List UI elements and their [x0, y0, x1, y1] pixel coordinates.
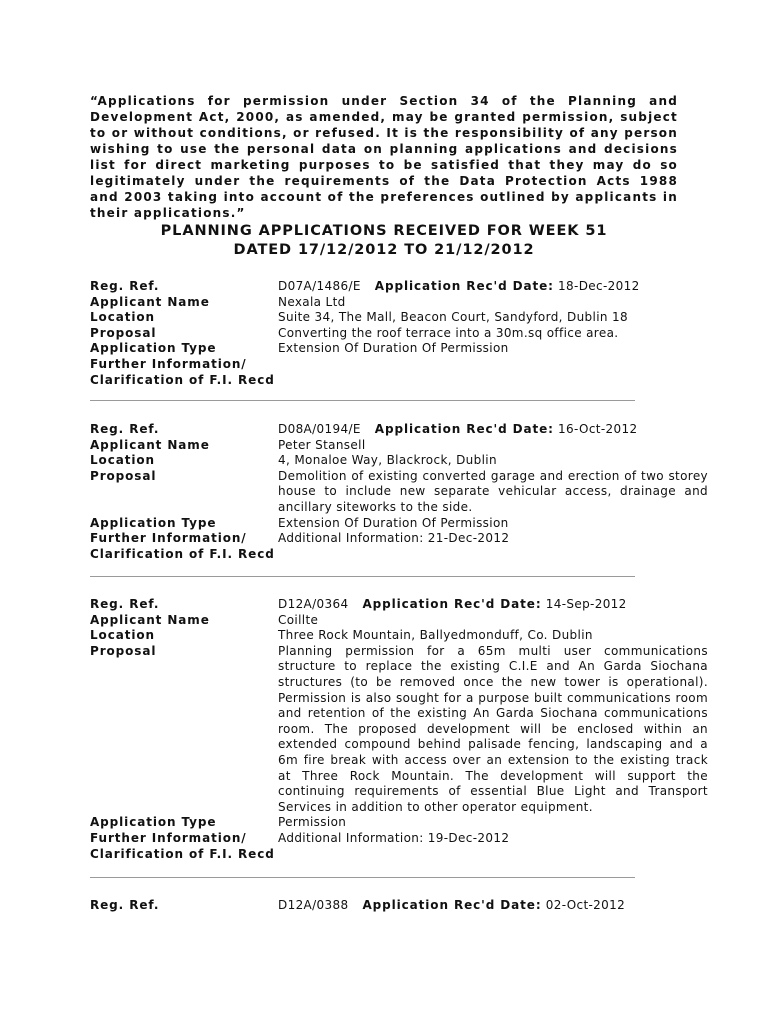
application-type-value: Extension Of Duration Of Permission: [278, 515, 509, 530]
application-entry: [90, 279, 708, 388]
applicant-value: Nexala Ltd: [278, 294, 346, 309]
received-date-label: Application Rec'd Date:: [374, 422, 554, 436]
application-type-label: Application Type: [90, 815, 217, 830]
application-entry: [90, 422, 708, 562]
reg-ref-value: D12A/0388: [278, 898, 349, 912]
location-label: Location: [90, 310, 155, 325]
proposal-value: Converting the roof terrace into a 30m.sq office area.: [278, 325, 619, 340]
clarification-row: [90, 847, 708, 863]
reg-ref-label: Reg. Ref.: [90, 597, 160, 611]
proposal-value: Demolition of existing converted garage and erection of two storey house to include new separate vehicular access, drainage and ancillary siteworks to the side.: [278, 468, 708, 514]
application-type-label: Application Type: [90, 341, 217, 356]
applicant-label: Applicant Name: [90, 612, 210, 627]
proposal-label: Proposal: [90, 325, 157, 340]
clarification-label: Clarification of F.I. Recd: [90, 546, 275, 561]
location-value: Three Rock Mountain, Ballyedmonduff, Co. Dublin: [278, 628, 593, 643]
clarification-label: Clarification of F.I. Recd: [90, 372, 275, 387]
application-entry: [90, 898, 708, 914]
separator-line: [90, 400, 635, 401]
received-date-value: 16-Oct-2012: [558, 422, 638, 436]
application-type-row: [90, 341, 708, 357]
applicant-label: Applicant Name: [90, 294, 210, 309]
location-value: Suite 34, The Mall, Beacon Court, Sandyford, Dublin 18: [278, 310, 628, 325]
applicant-row: [90, 613, 708, 629]
received-date-value: 02-Oct-2012: [545, 898, 626, 912]
further-info-row: [90, 531, 708, 547]
reg-ref-row: [90, 597, 708, 613]
applicant-label: Applicant Name: [90, 437, 210, 452]
clarification-row: [90, 373, 708, 389]
further-info-row: [90, 357, 708, 373]
location-row: [90, 453, 708, 469]
reg-ref-row: [90, 898, 708, 914]
location-label: Location: [90, 453, 155, 468]
location-row: [90, 310, 708, 326]
further-info-row: [90, 831, 708, 847]
proposal-label: Proposal: [90, 468, 157, 483]
application-entry: [90, 597, 708, 862]
further-info-value: Additional Information: 21-Dec-2012: [278, 531, 510, 546]
separator-line: [90, 877, 635, 878]
received-date-value: 18-Dec-2012: [558, 279, 640, 293]
application-type-value: Permission: [278, 815, 347, 830]
received-date-value: 14-Sep-2012: [545, 597, 627, 611]
reg-ref-label: Reg. Ref.: [90, 422, 160, 436]
location-row: [90, 628, 708, 644]
applicant-value: Coillte: [278, 612, 319, 627]
further-info-label: Further Information/: [90, 830, 247, 845]
location-value: 4, Monaloe Way, Blackrock, Dublin: [278, 453, 497, 468]
separator-line: [90, 576, 635, 577]
proposal-label: Proposal: [90, 643, 157, 658]
proposal-row: [90, 326, 708, 342]
application-type-label: Application Type: [90, 515, 217, 530]
applicant-row: [90, 438, 708, 454]
reg-ref-value: D08A/0194/E: [278, 422, 361, 436]
clarification-row: [90, 547, 708, 563]
reg-ref-label: Reg. Ref.: [90, 279, 160, 293]
location-label: Location: [90, 628, 155, 643]
page-title: PLANNING APPLICATIONS RECEIVED FOR WEEK 51: [160, 223, 608, 239]
data-protection-notice: “Applications for permission under Section 34 of the Planning and Development Act, 2000, as amended, may be granted permission, subject to or without conditions, or refused. It is the responsibility of any person wishing to use the personal data on planning applications and decisions list for direct marketing purposes to be satisfied that they may do so legitimately under the requirements of the Data Protection Acts 1988 and 2003 taking into account of the preferences outlined by applicants in their applications.”: [90, 94, 678, 220]
clarification-label: Clarification of F.I. Recd: [90, 846, 275, 861]
further-info-value: Additional Information: 19-Dec-2012: [278, 830, 510, 845]
proposal-row: [90, 644, 708, 816]
received-date-label: Application Rec'd Date:: [374, 279, 554, 293]
reg-ref-row: [90, 279, 708, 295]
proposal-row: [90, 469, 708, 516]
applicant-row: [90, 295, 708, 311]
reg-ref-label: Reg. Ref.: [90, 898, 160, 912]
further-info-label: Further Information/: [90, 356, 247, 371]
reg-ref-value: D07A/1486/E: [278, 279, 361, 293]
application-type-row: [90, 815, 708, 831]
page-subtitle-dates: DATED 17/12/2012 TO 21/12/2012: [233, 242, 535, 258]
applicant-value: Peter Stansell: [278, 437, 366, 452]
received-date-label: Application Rec'd Date:: [362, 898, 542, 912]
received-date-label: Application Rec'd Date:: [362, 597, 542, 611]
application-type-value: Extension Of Duration Of Permission: [278, 341, 509, 356]
further-info-label: Further Information/: [90, 531, 247, 546]
reg-ref-row: [90, 422, 708, 438]
proposal-value: Planning permission for a 65m multi user communications structure to replace the existing C.I.E and An Garda Siochana structures (to be removed once the new tower is operational). Permission is also sought for a purpose built communications room and retention of the existing An Garda Siochana communications room. The proposed development will be enclosed within an extended compound behind palisade fencing, landscaping and a 6m fire break with access over an extension to the existing track at Three Rock Mountain. The development will support the continuing requirements of essential Blue Light and Transport Services in addition to other operator equipment.: [278, 643, 708, 814]
reg-ref-value: D12A/0364: [278, 597, 349, 611]
application-type-row: [90, 516, 708, 532]
